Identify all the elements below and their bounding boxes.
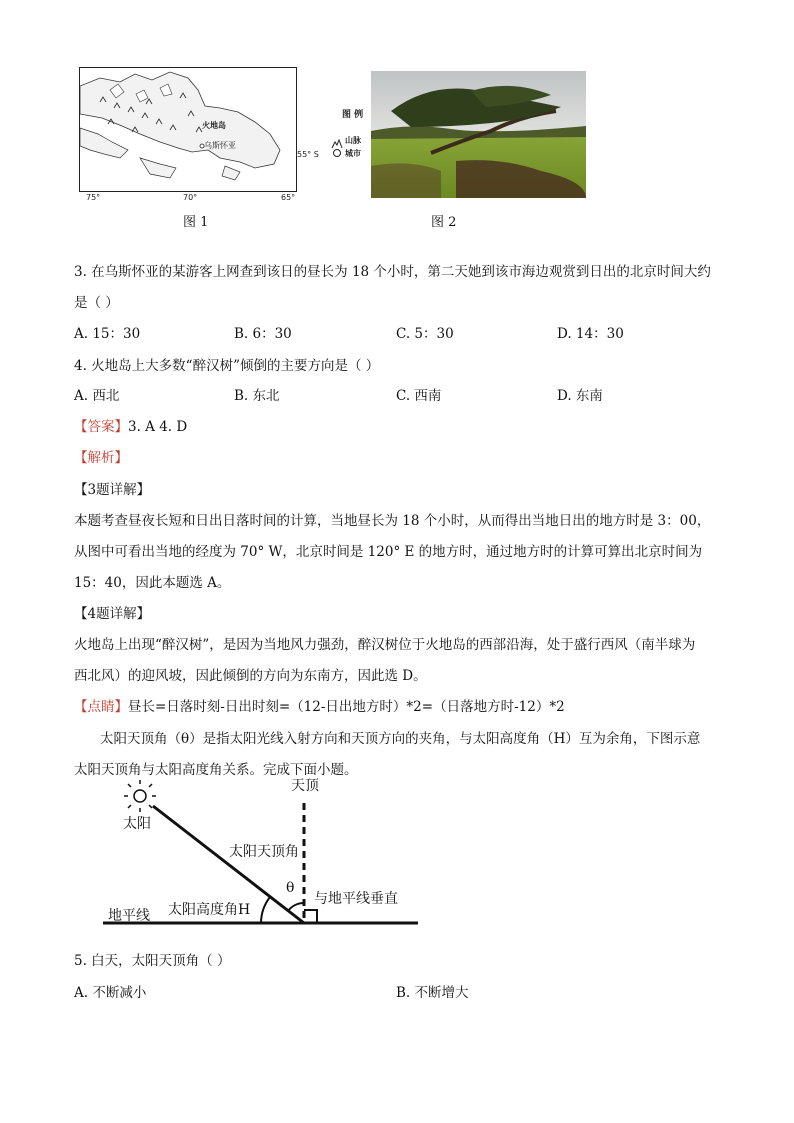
q4-stem: 4. 火地岛上大多数“醉汉树”倾倒的主要方向是（ ） — [74, 358, 380, 374]
q3-option-c[interactable]: C. 5：30 — [396, 326, 454, 342]
intro-line1: 太阳天顶角（θ）是指太阳光线入射方向和天顶方向的夹角，与太阳高度角（H）互为余角，下图示意 — [100, 731, 701, 747]
answer-text: 3. A 4. D — [128, 419, 188, 435]
figure2-caption: 图 2 — [431, 215, 457, 230]
q3-detail-tag: 【3题详解】 — [74, 482, 151, 498]
q5-option-b[interactable]: B. 不断增大 — [396, 985, 469, 1001]
q4-option-c[interactable]: C. 西南 — [396, 388, 442, 404]
sun-icon — [124, 780, 156, 812]
q4-detail-line2: 西北风）的迎风坡，因此倾倒的方向为东南方，因此选 D。 — [74, 668, 427, 684]
lon-tick-65: 65° — [281, 193, 296, 202]
q3-option-b[interactable]: B. 6：30 — [234, 326, 292, 342]
map-label-island: 火地岛 — [202, 121, 226, 130]
q3-detail-line1: 本题考查昼夜长短和日出日落时间的计算，当地昼长为 18 个小时，从而得出当地日出的地方时是 3：00， — [74, 513, 711, 529]
q4-detail-line1: 火地岛上出现“醉汉树”，是因为当地风力强劲，醉汉树位于火地岛的西部沿海，处于盛行西风（南半球为 — [74, 637, 696, 653]
legend-city: 城市 — [345, 149, 361, 158]
q5-stem: 5. 白天，太阳天顶角（ ） — [74, 953, 231, 969]
q4-option-a[interactable]: A. 西北 — [74, 388, 120, 404]
map-label-city: 乌斯怀亚 — [204, 141, 236, 150]
label-zenith: 天顶 — [291, 778, 319, 794]
analysis-tag: 【解析】 — [74, 450, 128, 466]
legend-mountain: 山脉 — [345, 136, 361, 145]
zenith-angle-arc — [288, 903, 304, 911]
q4-option-d[interactable]: D. 东南 — [557, 388, 603, 404]
label-zenith-angle: 太阳天顶角 — [229, 844, 299, 860]
label-altitude-angle: 太阳高度角H — [168, 902, 251, 918]
answer-tag: 【答案】 — [74, 419, 128, 435]
q3-detail-line2: 从图中可看出当地的经度为 70° W，北京时间是 120° E 的地方时，通过地方时的计算可算出北京时间为 — [74, 544, 703, 560]
q3-option-d[interactable]: D. 14：30 — [557, 326, 624, 342]
tip-text: 昼长=日落时刻-日出时刻=（12-日出地方时）*2=（日落地方时-12）*2 — [128, 699, 565, 715]
q3-option-a[interactable]: A. 15：30 — [74, 326, 141, 342]
q3-stem-line2: 是（ ） — [74, 295, 119, 311]
altitude-angle-arc — [261, 897, 270, 923]
right-angle-mark — [304, 910, 317, 923]
q3-stem-line1: 3. 在乌斯怀亚的某游客上网查到该日的昼长为 18 个小时，第二天她到该市海边观赏到日出的北京时间大约 — [74, 264, 711, 280]
legend-title: 图 例 — [342, 110, 364, 120]
q4-detail-tag: 【4题详解】 — [74, 606, 151, 622]
lat-tick-55s: 55° S — [297, 150, 319, 159]
label-theta: θ — [286, 880, 295, 896]
label-sun: 太阳 — [123, 816, 151, 832]
lon-tick-70: 70° — [183, 193, 198, 202]
q3-detail-line3: 15：40，因此本题选 A。 — [74, 575, 231, 591]
label-horizon: 地平线 — [108, 908, 150, 924]
label-perpendicular: 与地平线垂直 — [314, 891, 398, 907]
tip-tag: 【点睛】 — [74, 699, 128, 715]
intro-line2: 太阳天顶角与太阳高度角关系。完成下面小题。 — [74, 762, 358, 778]
q4-option-b[interactable]: B. 东北 — [234, 388, 280, 404]
figure1-caption: 图 1 — [183, 215, 209, 230]
lon-tick-75: 75° — [86, 193, 101, 202]
q5-option-a[interactable]: A. 不断减小 — [74, 985, 147, 1001]
